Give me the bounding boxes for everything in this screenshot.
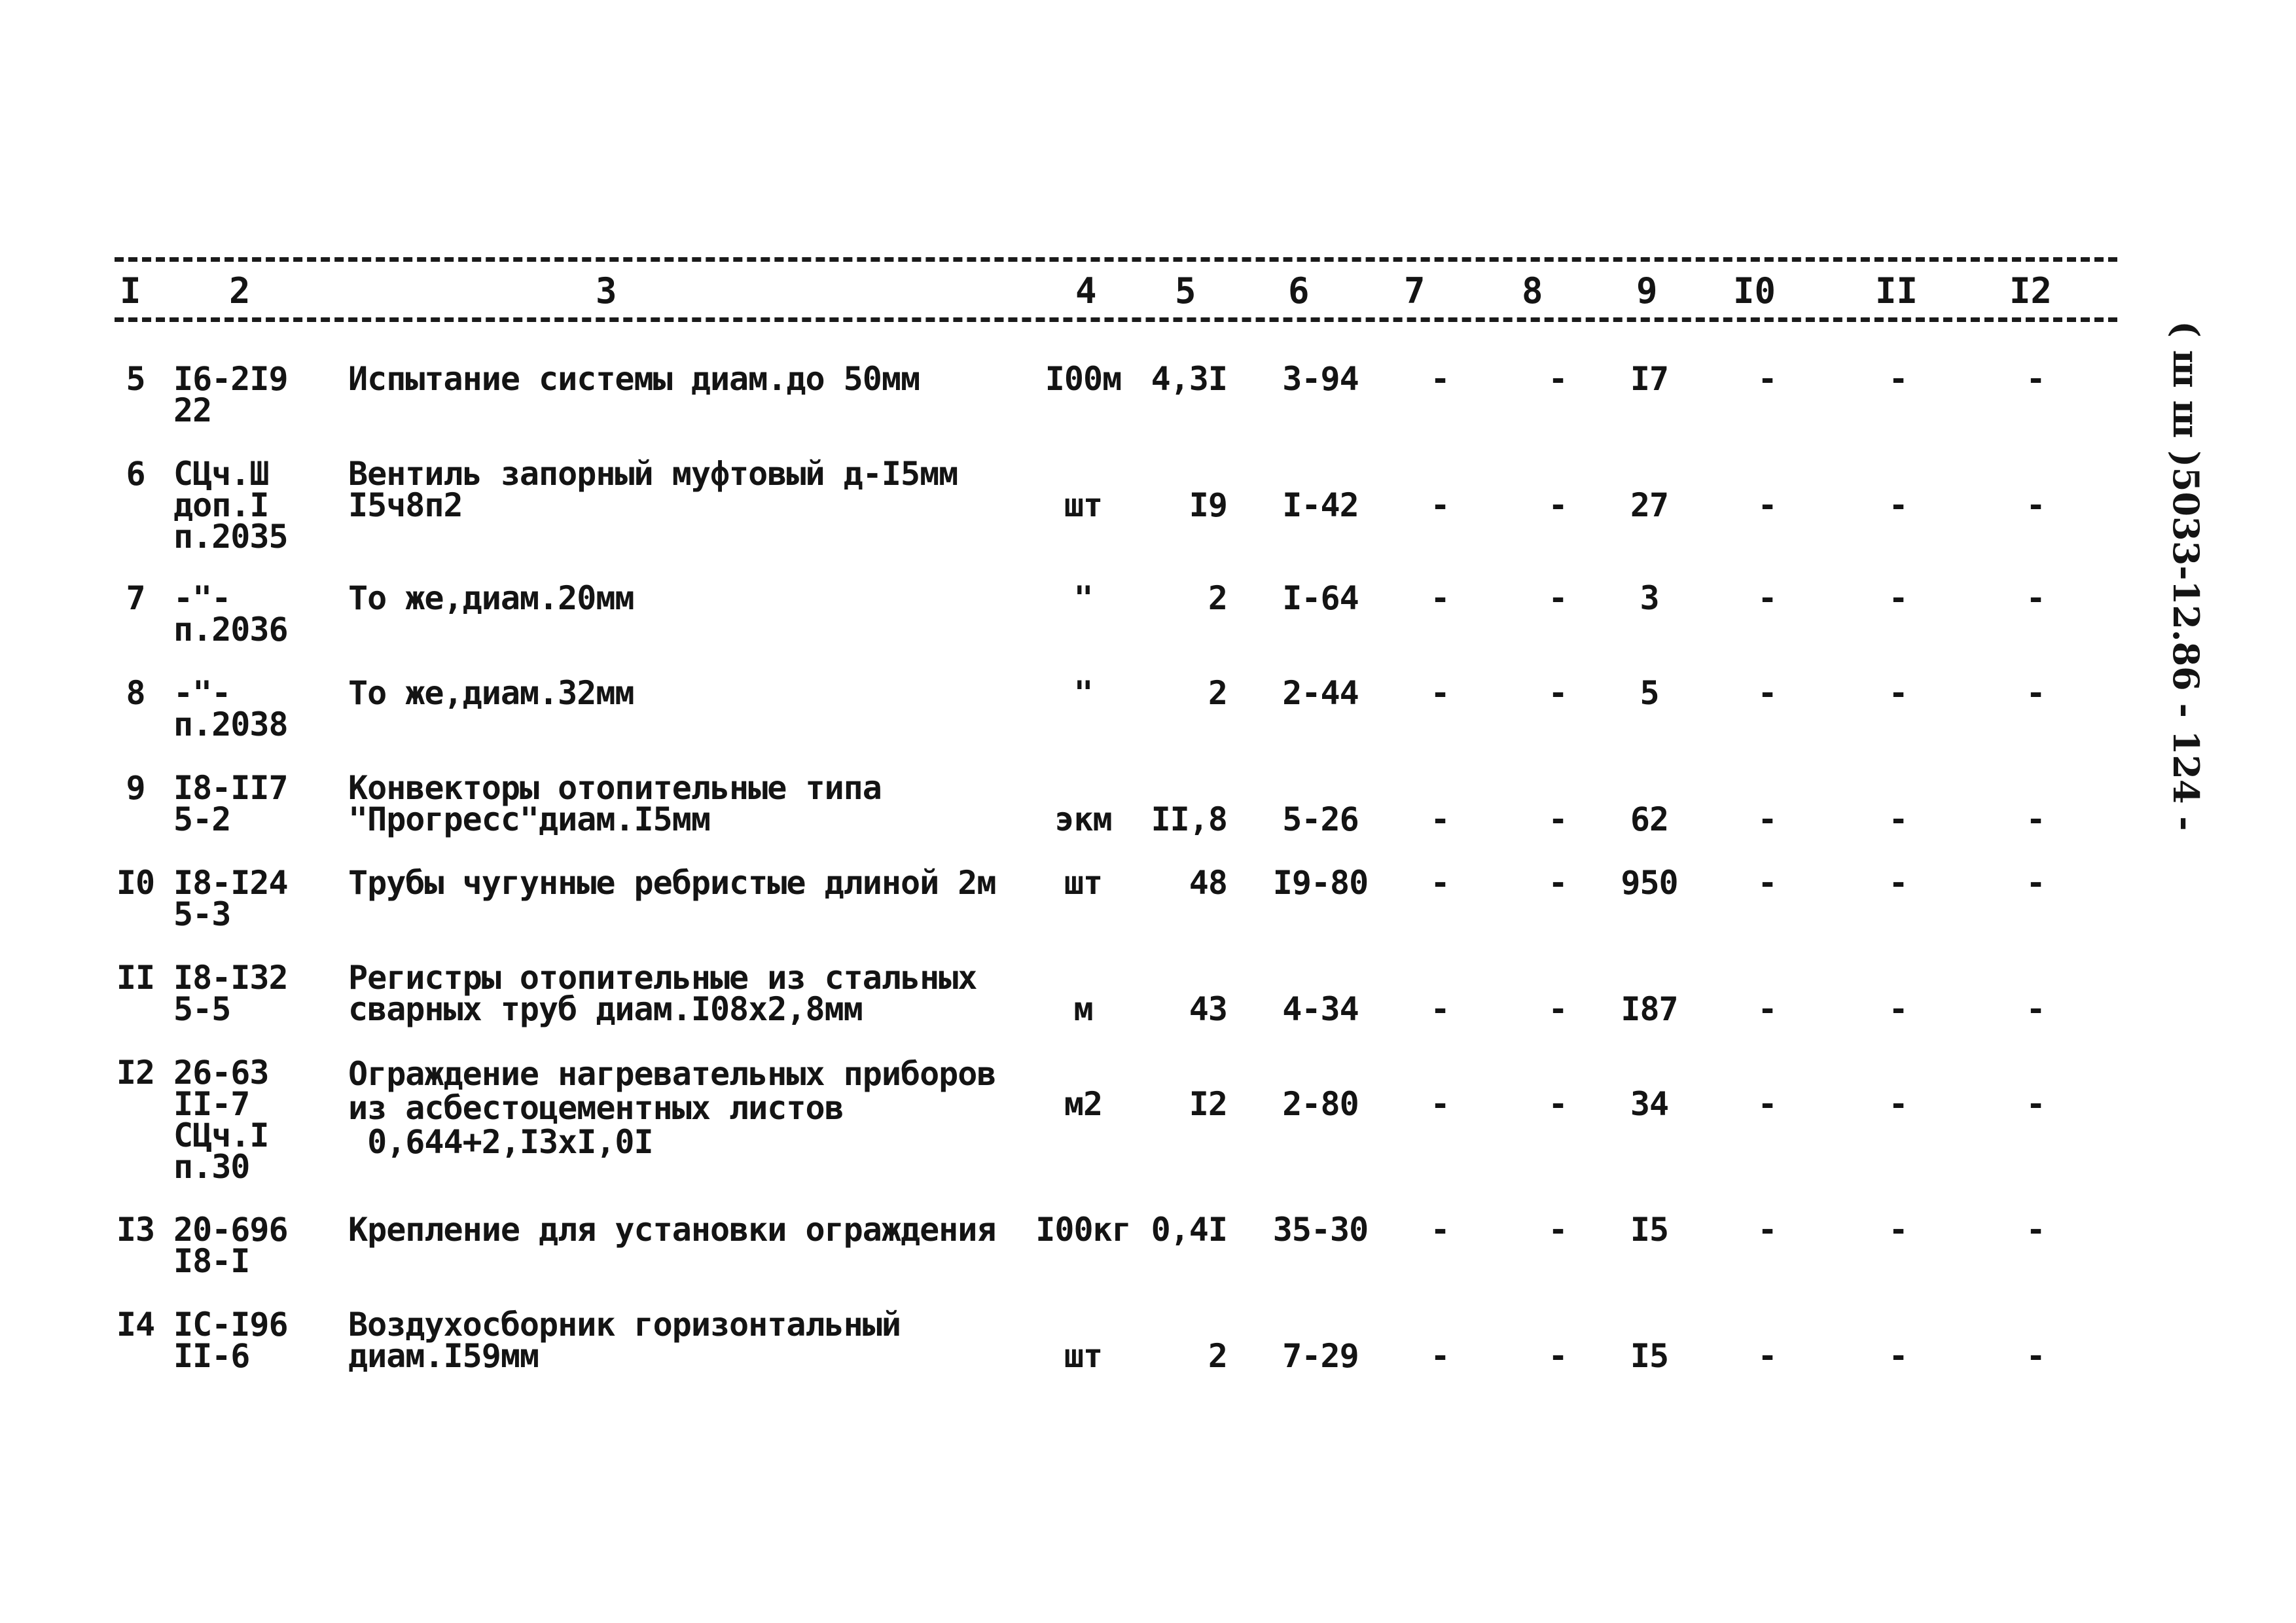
row-number: 7 [126,579,145,617]
row-code: -"- п.2038 [173,674,288,743]
row-col11: - [1888,1211,1908,1249]
row-col12: - [2026,1211,2045,1249]
row-quantity: I2 [1189,1085,1227,1123]
row-code: I8-II7 5-2 [173,769,288,838]
row-col8: - [1548,990,1568,1028]
row-col7: - [1430,990,1450,1028]
header-top-rule [115,257,2117,262]
row-number: II [116,959,155,997]
row-unit: шт [1064,864,1103,902]
header-bottom-rule [115,317,2117,322]
row-col11: - [1888,360,1908,398]
row-col12: - [2026,360,2045,398]
row-col7: - [1430,864,1450,902]
row-total: 950 [1621,864,1678,902]
row-col7: - [1430,800,1450,838]
row-description: Конвекторы отопительные типа "Прогресс"диам.I5мм [348,769,882,838]
row-col11: - [1888,1085,1908,1123]
row-description: Трубы чугунные ребристые длиной 2м [348,864,996,902]
margin-document-code: ( ш ш )5033-12.86 - 124 - [2165,321,2207,831]
row-total: 27 [1630,486,1669,524]
row-price: I-64 [1282,579,1359,617]
row-unit: " [1073,579,1093,617]
row-col7: - [1430,1085,1450,1123]
row-col11: - [1888,864,1908,902]
column-header-7: 7 [1404,270,1426,312]
row-price: 5-26 [1282,800,1359,838]
row-unit: м2 [1064,1085,1103,1123]
row-col12: - [2026,1337,2045,1375]
row-unit: " [1073,674,1093,712]
row-col7: - [1430,1337,1450,1375]
row-col10: - [1757,674,1777,712]
row-unit: экм [1054,800,1112,838]
row-col10: - [1757,1211,1777,1249]
row-number: I4 [116,1306,155,1344]
row-col10: - [1757,579,1777,617]
row-number: 9 [126,769,145,807]
row-col12: - [2026,486,2045,524]
row-col8: - [1548,674,1568,712]
column-header-11: II [1875,270,1918,312]
row-price: 2-80 [1282,1085,1359,1123]
row-code: IС-I96 II-6 [173,1306,288,1375]
column-header-4: 4 [1075,270,1097,312]
row-price: 3-94 [1282,360,1359,398]
row-description: Испытание системы диам.до 50мм [348,360,920,398]
row-number: I3 [116,1211,155,1249]
row-col8: - [1548,1085,1568,1123]
row-price: 4-34 [1282,990,1359,1028]
row-col7: - [1430,486,1450,524]
row-description: Воздухосборник горизонтальный диам.I59мм [348,1306,901,1375]
row-unit: шт [1064,1337,1103,1375]
row-code: -"- п.2036 [173,579,288,649]
column-header-8: 8 [1522,270,1543,312]
column-header-2: 2 [229,270,251,312]
row-quantity: 2 [1208,1337,1227,1375]
row-col11: - [1888,1337,1908,1375]
row-description: То же,диам.32мм [348,674,634,712]
row-col10: - [1757,360,1777,398]
row-col10: - [1757,1085,1777,1123]
row-total: I5 [1630,1211,1669,1249]
column-header-10: I0 [1733,270,1776,312]
row-total: I7 [1630,360,1669,398]
row-col8: - [1548,360,1568,398]
row-quantity: 4,3I [1151,360,1227,398]
row-code: I8-I24 5-3 [173,864,288,933]
row-col7: - [1430,579,1450,617]
row-col10: - [1757,990,1777,1028]
column-header-12: I2 [2009,270,2053,312]
row-col11: - [1888,486,1908,524]
row-quantity: 48 [1189,864,1227,902]
row-col7: - [1430,1211,1450,1249]
row-col7: - [1430,360,1450,398]
row-col10: - [1757,864,1777,902]
row-number: I0 [116,864,155,902]
row-col10: - [1757,486,1777,524]
row-total: 5 [1640,674,1659,712]
row-description: То же,диам.20мм [348,579,634,617]
row-number: 6 [126,455,145,493]
row-col8: - [1548,1337,1568,1375]
row-col11: - [1888,674,1908,712]
row-col12: - [2026,990,2045,1028]
row-total: 34 [1630,1085,1669,1123]
row-number: 5 [126,360,145,398]
row-quantity: I9 [1189,486,1227,524]
column-header-5: 5 [1175,270,1196,312]
row-quantity: 0,4I [1151,1211,1227,1249]
row-col8: - [1548,1211,1568,1249]
row-col8: - [1548,800,1568,838]
row-quantity: 43 [1189,990,1227,1028]
row-unit: I00кг [1035,1211,1131,1249]
column-header-9: 9 [1636,270,1658,312]
row-total: I5 [1630,1337,1669,1375]
row-total: 3 [1640,579,1659,617]
row-number: I2 [116,1054,155,1092]
column-header-1: I [120,270,141,312]
row-col10: - [1757,1337,1777,1375]
column-header-6: 6 [1288,270,1310,312]
row-price: I-42 [1282,486,1359,524]
row-quantity: 2 [1208,579,1227,617]
row-quantity: 2 [1208,674,1227,712]
row-code: 26-63 II-7 СЦч.I п.30 [173,1054,269,1186]
row-total: 62 [1630,800,1669,838]
row-col12: - [2026,800,2045,838]
row-quantity: II,8 [1151,800,1227,838]
row-description: Вентиль запорный муфтовый д-I5мм I5ч8п2 [348,455,958,524]
row-unit: м [1073,990,1093,1028]
row-unit: I00м [1045,360,1122,398]
row-code: I6-2I9 22 [173,360,288,429]
row-price: 35-30 [1272,1211,1369,1249]
row-description: Крепление для установки ограждения [348,1211,996,1249]
row-col12: - [2026,864,2045,902]
row-col11: - [1888,579,1908,617]
row-description: Ограждение нагревательных приборов из асбестоцементных листов 0,644+2,I3xI,0I [348,1055,996,1161]
row-number: 8 [126,674,145,712]
column-header-3: 3 [596,270,617,312]
row-col12: - [2026,579,2045,617]
row-col7: - [1430,674,1450,712]
row-unit: шт [1064,486,1103,524]
row-code: I8-I32 5-5 [173,959,288,1028]
row-col12: - [2026,1085,2045,1123]
row-price: I9-80 [1272,864,1369,902]
row-description: Регистры отопительные из стальных сварных труб диам.I08x2,8мм [348,959,977,1028]
row-total: I87 [1621,990,1678,1028]
row-col10: - [1757,800,1777,838]
row-col8: - [1548,864,1568,902]
row-col12: - [2026,674,2045,712]
row-code: СЦч.Ш доп.I п.2035 [173,455,288,556]
row-price: 7-29 [1282,1337,1359,1375]
row-price: 2-44 [1282,674,1359,712]
row-col8: - [1548,486,1568,524]
row-col11: - [1888,800,1908,838]
row-col11: - [1888,990,1908,1028]
row-col8: - [1548,579,1568,617]
row-code: 20-696 I8-I [173,1211,288,1280]
